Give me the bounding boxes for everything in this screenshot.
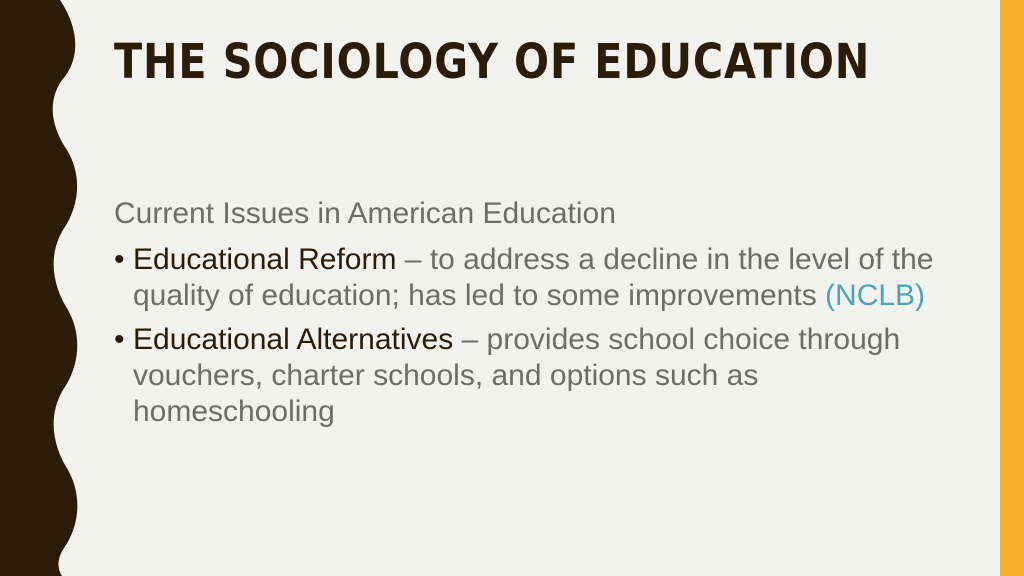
bullet-term: Educational Reform <box>133 243 397 276</box>
right-accent-band <box>1000 0 1024 576</box>
bullet-abbreviation: (NCLB) <box>825 279 926 312</box>
bullet-description: – to address a decline in the level of the quality of education; has led to some improvements <box>133 243 934 312</box>
slide-title: THE SOCIOLOGY OF EDUCATION <box>114 34 871 90</box>
bullet-icon: • <box>114 323 125 356</box>
subheading: Current Issues in American Education <box>114 197 616 230</box>
bullet-icon: • <box>114 243 125 276</box>
bullet-term: Educational Alternatives <box>133 323 454 356</box>
bullet-description: – provides school choice through vouchers, charter schools, and options such as homeschooling <box>133 323 901 428</box>
bullet-item-reform <box>114 242 964 314</box>
slide-body <box>114 196 964 438</box>
bullet-item-alternatives <box>114 322 964 430</box>
left-wavy-band <box>0 0 90 576</box>
